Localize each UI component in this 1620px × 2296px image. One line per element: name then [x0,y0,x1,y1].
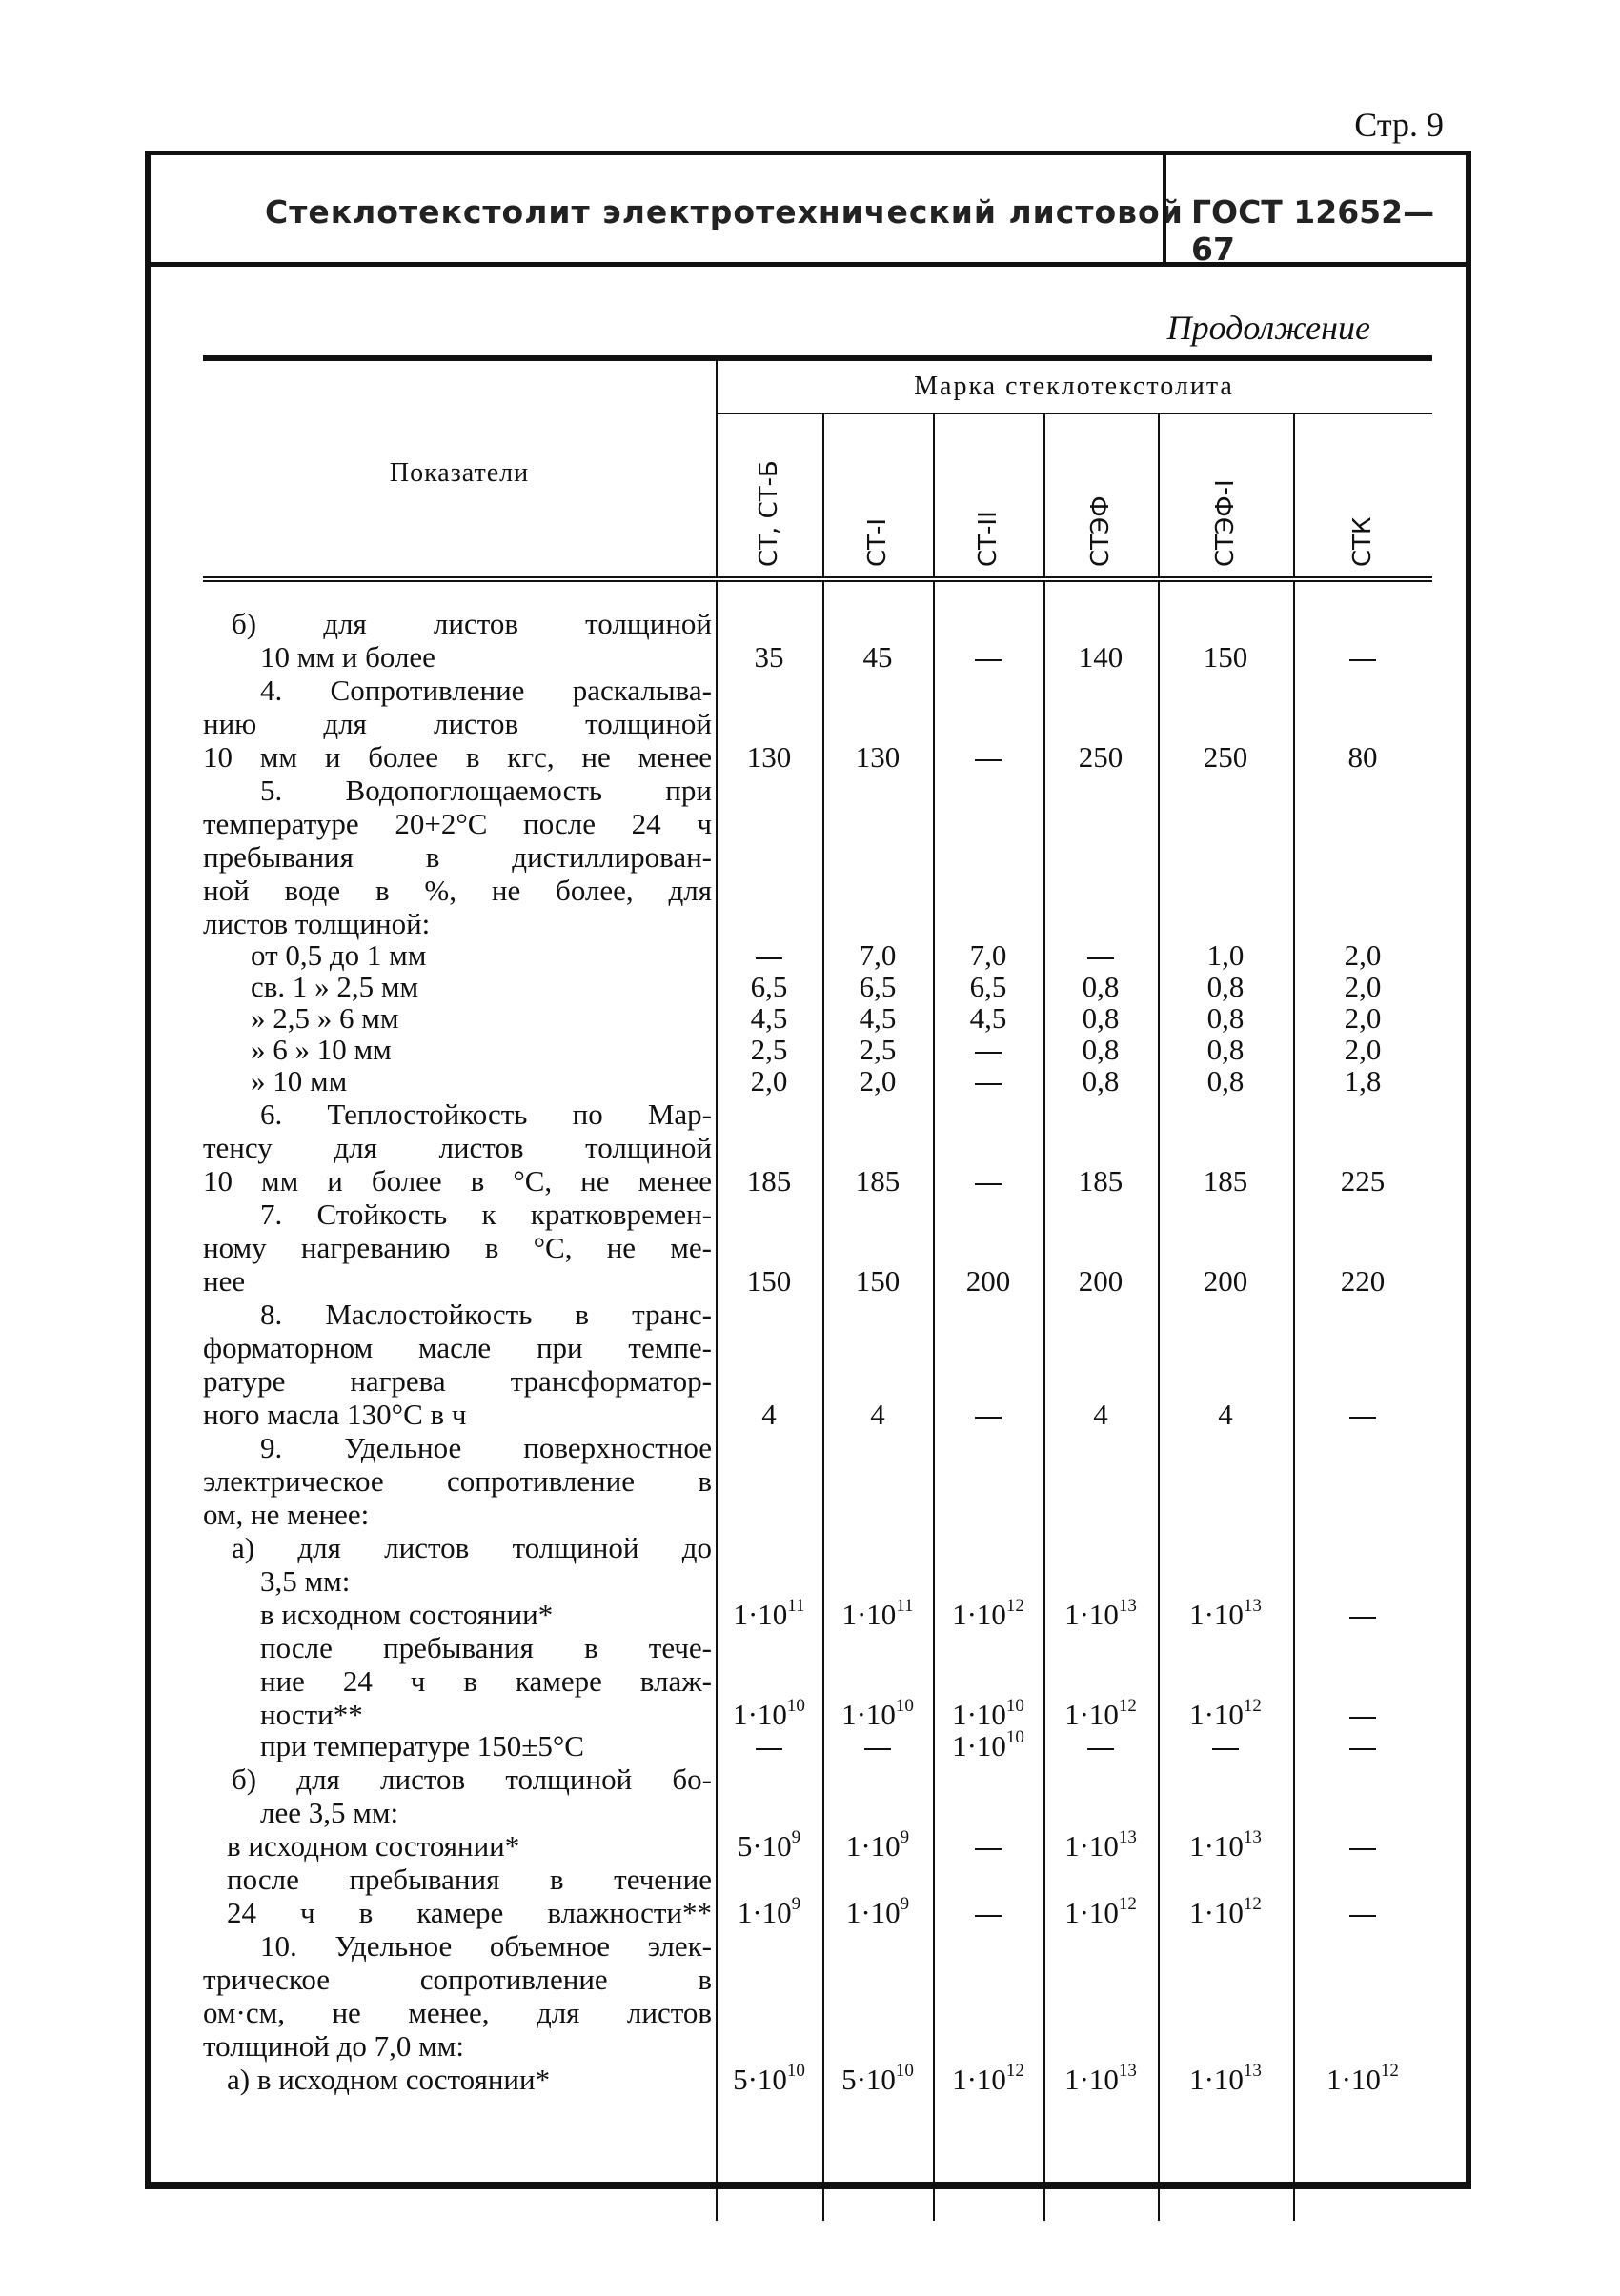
dash-mark [975,659,1002,661]
value-cell: $1\cdot 10^9$ [845,1893,910,1929]
table-row [203,674,1432,774]
value-cell: $1\cdot 10^{10}$ [952,1695,1024,1731]
value-cell: 0,8 [1206,970,1245,1003]
column-header: СТЭФ [1086,495,1115,567]
value-cell: $1\cdot 10^{13}$ [1064,1826,1137,1863]
value-cell: 185 [1203,1164,1248,1198]
value-cell [933,1829,1043,1863]
value-cell: $1\cdot 10^{12}$ [1326,2060,1399,2096]
value-cell [1293,1896,1432,1929]
table-row [203,2060,1432,2096]
column-header: СТ, СТ-Б [755,460,783,567]
value-cell: 150 [855,1264,901,1298]
value-cell: 7,0 [859,938,897,972]
value-cell: 6,5 [750,970,788,1003]
value-cell [1293,1829,1432,1863]
value-cell [822,1729,933,1762]
value-cell [1043,1729,1158,1762]
value-cell: $5\cdot 10^{10}$ [733,2060,805,2096]
value-cell [933,1398,1043,1431]
row-label: 6. Теплостойкость по Мар- тенсу для листов толщиной 10 мм и более в °С, не менее [203,1098,712,1198]
value-cell: $1\cdot 10^{11}$ [733,1595,805,1631]
row-header-cell [203,361,716,576]
dash-mark [1349,1748,1376,1750]
value-cell: 2,0 [1344,1001,1382,1035]
value-cell: $1\cdot 10^{12}$ [1189,1695,1262,1731]
value-cell: 0,8 [1082,970,1120,1003]
dash-mark [1087,1748,1114,1750]
table-row [203,1863,1432,1929]
value-cell: 140 [1078,640,1124,674]
table-row [203,1001,1432,1035]
dash-mark [975,759,1002,761]
dash-mark [1349,1848,1376,1850]
value-cell: 250 [1203,740,1248,774]
value-cell: 2,0 [859,1064,897,1098]
value-cell: 2,0 [1344,938,1382,972]
standard-code: ГОСТ 12652—67 [1191,193,1435,268]
properties-table [203,355,1432,2221]
value-cell [1158,1729,1293,1762]
value-cell: 35 [754,640,784,674]
table-row [203,774,1432,940]
row-label: 4. Сопротивление раскалыва- нию для листов толщиной 10 мм и более в кгс, не менее [203,674,712,774]
value-cell: 2,0 [750,1064,788,1098]
column-divider [822,414,824,576]
table-row [203,1431,1432,1531]
dash-mark [975,1083,1002,1085]
column-divider [933,414,935,576]
dash-mark [1349,1915,1376,1917]
value-cell: 150 [1203,640,1248,674]
document-title: Стеклотекстолит электротехнический листовой [265,193,1184,231]
value-cell: 130 [746,740,792,774]
table-body [203,582,1432,2221]
row-label: 8. Маслостойкость в транс- форматорном масле при темпе- ратуре нагрева трансформатор- ного масла 130°С в ч [203,1298,712,1431]
value-cell: $1\cdot 10^{10}$ [841,1695,914,1731]
row-label: в исходном состоянии* [227,1829,520,1863]
value-cell: 225 [1340,1164,1386,1198]
dash-mark [756,957,782,959]
table-row [203,938,1432,972]
table-row [203,1531,1432,1598]
table-row [203,1098,1432,1198]
value-cell: 185 [746,1164,792,1198]
value-cell [933,1896,1043,1929]
value-cell: 0,8 [1082,1001,1120,1035]
dash-mark [975,1183,1002,1185]
table-row [203,1198,1432,1298]
value-cell: 6,5 [859,970,897,1003]
dash-mark [1349,1717,1376,1719]
value-cell: $1\cdot 10^{11}$ [841,1595,914,1631]
table-row [203,1826,1432,1863]
value-cell: $1\cdot 10^9$ [845,1826,910,1863]
column-header: СТЭФ-I [1211,479,1240,567]
value-cell: 4 [761,1398,777,1431]
value-cell: 4,5 [969,1001,1007,1035]
table-row [203,1595,1432,1631]
value-cell: $5\cdot 10^{10}$ [841,2060,914,2096]
value-cell: 185 [1078,1164,1124,1198]
value-cell: $1\cdot 10^{13}$ [1189,1826,1262,1863]
value-cell [1293,1698,1432,1731]
row-label: б) для листов толщиной 10 мм и более [232,607,712,674]
dash-mark [756,1748,782,1750]
table-row [203,1064,1432,1098]
value-cell: 2,5 [859,1033,897,1066]
value-cell: 220 [1340,1264,1386,1298]
dash-mark [975,1848,1002,1850]
value-cell: 1,0 [1206,938,1245,972]
value-cell: 0,8 [1206,1001,1245,1035]
row-label: при температуре 150±5°С [260,1729,584,1762]
value-cell: 2,5 [750,1033,788,1066]
value-cell: 1,8 [1344,1064,1382,1098]
continuation-label: Продолжение [1166,309,1370,347]
dash-mark [975,1915,1002,1917]
value-cell [933,1164,1043,1198]
value-cell: 4 [870,1398,885,1431]
row-label: после пребывания в течение 24 ч в камере влажности** [227,1863,712,1929]
value-cell: 2,0 [1344,1033,1382,1066]
row-label: в исходном состоянии* [260,1598,554,1631]
value-cell [933,1064,1043,1098]
row-label: от 0,5 до 1 мм [251,938,427,972]
value-cell: 45 [862,640,893,674]
value-cell: $1\cdot 10^{10}$ [952,1726,1024,1762]
row-label: а) для листов толщиной до 3,5 мм: [232,1531,712,1598]
value-cell: 4,5 [859,1001,897,1035]
table-rows [203,607,1432,2096]
table-row [203,1631,1432,1731]
column-divider [1158,414,1160,576]
row-label: » 2,5 » 6 мм [251,1001,399,1035]
value-cell [1293,1398,1432,1431]
document-frame [145,151,1471,2189]
value-cell: 250 [1078,740,1124,774]
table-row [203,607,1432,674]
value-cell: 185 [855,1164,901,1198]
value-cell: $1\cdot 10^{13}$ [1189,2060,1262,2096]
value-cell: 200 [1078,1264,1124,1298]
value-cell: $1\cdot 10^{13}$ [1064,1595,1137,1631]
value-cell [1293,640,1432,674]
table-row [203,1033,1432,1066]
row-label: 10. Удельное объемное элек- трическое сопротивление в ом·см, не менее, для листов толщиной до 7,0 мм: [203,1929,712,2063]
dash-mark [1087,957,1114,959]
table-row [203,1298,1432,1431]
value-cell: 0,8 [1206,1064,1245,1098]
header-rule [151,262,1466,267]
column-divider [716,361,718,576]
value-cell: $1\cdot 10^{10}$ [733,1695,805,1731]
value-cell [716,938,822,972]
value-cell: 4 [1093,1398,1108,1431]
value-cell: 2,0 [1344,970,1382,1003]
value-cell: 0,8 [1082,1033,1120,1066]
row-label: » 6 » 10 мм [251,1033,392,1066]
column-header: СТ-II [974,511,1002,567]
dash-mark [1349,1417,1376,1419]
header-separator [1163,155,1166,262]
row-header: Показатели [389,458,530,488]
column-divider [1043,414,1045,576]
dash-mark [864,1748,891,1750]
value-cell: $1\cdot 10^{12}$ [1064,1695,1137,1731]
row-label: а) в исходном состоянии* [227,2063,551,2096]
value-cell [1043,938,1158,972]
value-cell: $1\cdot 10^{12}$ [1189,1893,1262,1929]
value-cell: 0,8 [1206,1033,1245,1066]
row-label: 9. Удельное поверхностное электрическое сопротивление в ом, не менее: [203,1431,712,1531]
value-cell: $1\cdot 10^{12}$ [1064,1893,1137,1929]
value-cell: 130 [855,740,901,774]
value-cell [933,1033,1043,1066]
dash-mark [975,1052,1002,1054]
table-header [203,361,1432,582]
dash-mark [1212,1748,1239,1750]
value-cell [1293,1598,1432,1631]
row-label: после пребывания в тече- ние 24 ч в камере влаж- ности** [260,1631,712,1731]
group-header: Марка стеклотекстолита [716,361,1432,414]
value-cell: $1\cdot 10^{13}$ [1064,2060,1137,2096]
value-cell: 200 [1203,1264,1248,1298]
table-row [203,1929,1432,2063]
value-cell: 0,8 [1082,1064,1120,1098]
table-row [203,1762,1432,1829]
value-cell: $1\cdot 10^{12}$ [952,1595,1024,1631]
value-cell: $1\cdot 10^{12}$ [952,2060,1024,2096]
dash-mark [1349,659,1376,661]
value-cell: 150 [746,1264,792,1298]
column-divider [1293,414,1295,576]
dash-mark [975,1417,1002,1419]
value-cell: 80 [1347,740,1378,774]
dash-mark [1349,1617,1376,1619]
table-row [203,970,1432,1003]
value-cell: 4,5 [750,1001,788,1035]
row-label: св. 1 » 2,5 мм [251,970,419,1003]
value-cell [1293,1729,1432,1762]
table-row [203,1726,1432,1762]
row-label: 5. Водопоглощаемость при температуре 20+2°С после 24 ч пребывания в дистиллирован- ной воде в %, не более, для листов толщиной: [203,774,712,940]
column-header: СТ-I [863,517,892,567]
value-cell: 6,5 [969,970,1007,1003]
page-number: Стр. 9 [1354,106,1444,144]
value-cell: 7,0 [969,938,1007,972]
value-cell [933,740,1043,774]
value-cell: 200 [965,1264,1011,1298]
value-cell: $1\cdot 10^{13}$ [1189,1595,1262,1631]
row-label: » 10 мм [251,1064,348,1098]
value-cell: $5\cdot 10^9$ [737,1826,801,1863]
value-cell [716,1729,822,1762]
value-cell [933,640,1043,674]
column-header: СТК [1348,516,1377,567]
value-cell: 4 [1218,1398,1233,1431]
row-label: 7. Стойкость к кратковремен- ному нагреванию в °С, не ме- нее [203,1198,712,1298]
row-label: б) для листов толщиной бо- лее 3,5 мм: [232,1762,712,1829]
value-cell: $1\cdot 10^9$ [737,1893,801,1929]
